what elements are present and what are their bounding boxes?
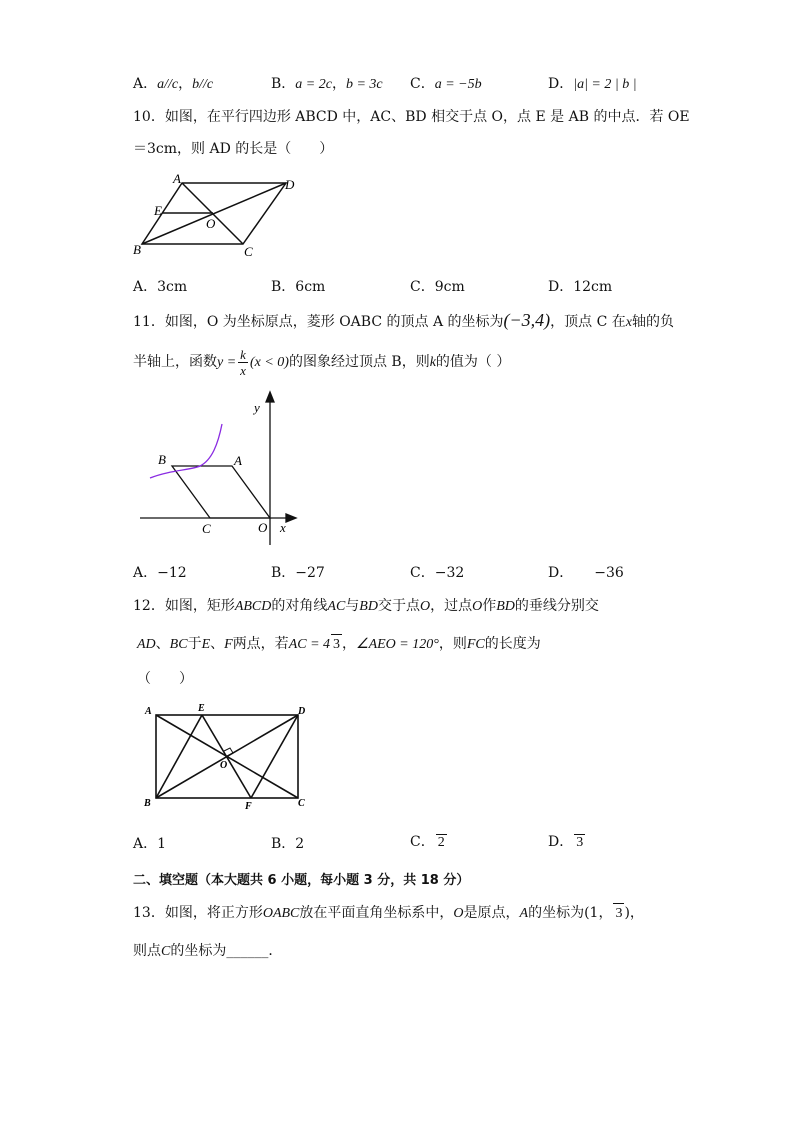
label-f: F xyxy=(245,801,252,812)
label-d: D xyxy=(285,177,295,192)
q12-option-b[interactable]: B．2 xyxy=(271,836,305,852)
q10-option-a[interactable]: A．3cm xyxy=(133,279,188,295)
label-o: O xyxy=(220,760,228,771)
label-e: E xyxy=(154,203,162,218)
label-x: x xyxy=(280,520,286,535)
coordinate-a: (−3,4) xyxy=(503,310,551,330)
q10-parallelogram-figure xyxy=(130,172,310,262)
q9-option-c[interactable]: C．a = −5b xyxy=(410,76,482,92)
q12-option-a[interactable]: A．1 xyxy=(133,836,167,852)
label-d: D xyxy=(298,706,306,717)
q10-option-d[interactable]: D．12cm xyxy=(548,279,613,295)
q11-option-a[interactable]: A．−12 xyxy=(133,565,187,581)
q12-line3: （ ） xyxy=(137,671,193,687)
label-b: B xyxy=(144,798,151,809)
rhombus-oabc xyxy=(172,466,270,518)
section-title-fill-in: 二、填空题（本大题共 6 小题，每小题 3 分，共 18 分） xyxy=(133,873,470,888)
label-a: A xyxy=(173,172,181,186)
label-c: C xyxy=(298,798,305,809)
q12-line2: AD、BC于E、F两点，若AC = 4 3 ，∠AEO = 120°，则FC的长度为 xyxy=(137,634,541,655)
q9-option-d[interactable]: D．|a| = 2 | b | xyxy=(548,76,637,92)
x-axis-arrow xyxy=(286,514,296,522)
label-e: E xyxy=(198,703,205,714)
q9-option-a[interactable]: A．a//c，b//c xyxy=(133,76,214,92)
q11-line2: 半轴上，函数y = $\frac{k}{x}$ (x < 0)的图象经过顶点 B，则k的值为（ ） xyxy=(133,346,511,378)
label-c: C xyxy=(244,244,253,259)
q11-option-c[interactable]: C．−32 xyxy=(410,565,465,581)
q11-option-b[interactable]: B．−27 xyxy=(271,565,325,581)
q10-line2: ＝3cm，则 AD 的长是（ ） xyxy=(133,141,334,157)
fraction-k-over-x: $\frac{k}{x}$ xyxy=(240,346,246,378)
label-o: O xyxy=(206,216,216,231)
label-o: O xyxy=(258,520,268,535)
q12-option-d[interactable]: D． 3 xyxy=(548,834,584,850)
q13-line1: 13．如图，将正方形OABC放在平面直角坐标系中，O是原点，A的坐标为(1， 3 )， xyxy=(133,903,644,924)
segment-ef xyxy=(202,715,251,798)
label-c: C xyxy=(202,521,211,536)
q11-option-d[interactable]: D． −36 xyxy=(548,565,624,581)
q13-line2: 则点C的坐标为______． xyxy=(133,943,283,959)
q10-option-c[interactable]: C．9cm xyxy=(410,279,465,295)
segment-be xyxy=(156,715,202,798)
segment-fd xyxy=(251,715,298,798)
y-axis-arrow xyxy=(266,392,274,402)
hyperbola-curve xyxy=(150,424,222,478)
q10-option-b[interactable]: B．6cm xyxy=(271,279,326,295)
label-a: A xyxy=(145,706,152,717)
label-a: A xyxy=(234,453,242,468)
label-b: B xyxy=(133,242,141,257)
label-b: B xyxy=(158,452,166,467)
q9-option-b[interactable]: B．a = 2c，b = 3c xyxy=(271,76,383,92)
q10-line1: 10．如图，在平行四边形 ABCD 中，AC、BD 相交于点 O，点 E 是 AB 的中点．若 OE xyxy=(133,109,690,125)
q11-line1: 11．如图，O 为坐标原点，菱形 OABC 的顶点 A 的坐标为(−3,4)，顶点 C 在x轴的负 xyxy=(133,310,674,330)
q12-rectangle-figure xyxy=(140,700,315,815)
q12-line1: 12．如图，矩形ABCD的对角线AC与BD交于点O，过点O作BD的垂线分别交 xyxy=(133,598,599,614)
q12-option-c[interactable]: C． 2 xyxy=(410,834,445,850)
label-y: y xyxy=(254,400,260,415)
q11-rhombus-figure xyxy=(130,390,310,550)
